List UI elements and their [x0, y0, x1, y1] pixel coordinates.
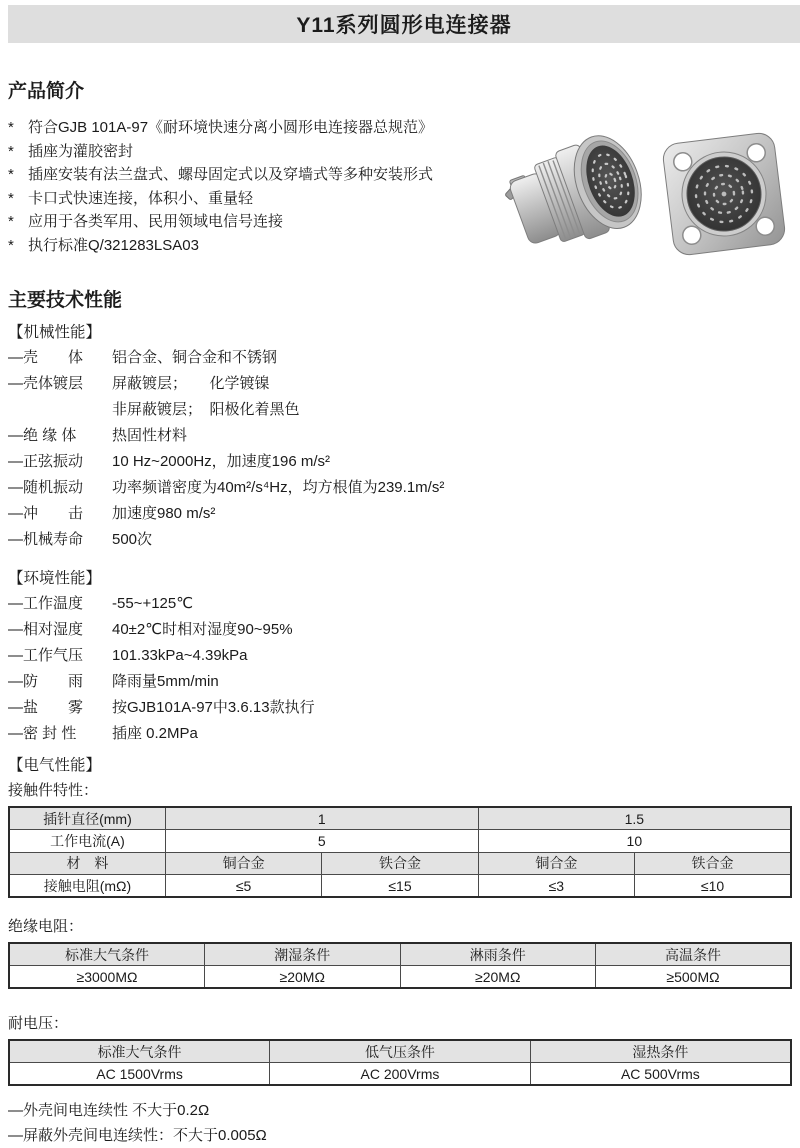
- spec-row: [0, 501, 800, 527]
- spec-label: [8, 397, 112, 423]
- spec-label: —工作温度: [8, 595, 84, 612]
- cell: ≥20MΩ: [205, 966, 401, 989]
- spec-value: 非屏蔽镀层； 阳极化着黑色: [112, 401, 300, 418]
- spec-value: 铝合金、铜合金和不锈钢: [112, 349, 278, 366]
- spec-value: 500次: [112, 531, 153, 548]
- spec-label: —冲 击: [8, 505, 84, 522]
- document-page: [0, 5, 800, 1144]
- spec-value: 101.33kPa~4.39kPa: [112, 647, 248, 664]
- cell: 铁合金: [635, 852, 791, 875]
- spec-row: [0, 475, 800, 501]
- spec-value: 降雨量5mm/min: [112, 673, 219, 690]
- table-header-row: [9, 943, 791, 966]
- feature-text: 插座安装有法兰盘式、螺母固定式以及穿墙式等多种安装形式: [28, 166, 434, 183]
- cell: ≥3000MΩ: [9, 966, 205, 989]
- cell: 铁合金: [322, 852, 478, 875]
- feature-text: 符合GJB 101A-97《耐环境快速分离小圆形电连接器总规范》: [28, 119, 434, 136]
- spec-row: [0, 695, 800, 721]
- spec-value: 按GJB101A-97中3.6.13款执行: [112, 699, 315, 716]
- cell: 1.5: [478, 807, 791, 830]
- contact-table: [8, 806, 792, 898]
- insulation-table: [8, 942, 792, 989]
- table-row: [9, 875, 791, 898]
- note-line: —屏蔽外壳间电连续性：不大于0.005Ω: [8, 1127, 267, 1144]
- spec-label: —机械寿命: [8, 531, 84, 548]
- spec-value: 功率频谱密度为40m²/s⁴Hz，均方根值为239.1m/s²: [112, 479, 445, 496]
- bullet-marker: *: [8, 213, 14, 230]
- spec-row: [0, 527, 800, 553]
- cell: 铜合金: [165, 852, 321, 875]
- spec-row: [0, 617, 800, 643]
- column-header: 低气压条件: [270, 1040, 531, 1063]
- mechanical-specs: [0, 345, 800, 553]
- feature-item: [8, 187, 496, 211]
- spec-row: [0, 721, 800, 747]
- column-header: 淋雨条件: [400, 943, 596, 966]
- spec-label: —工作气压: [8, 647, 84, 664]
- spec-value: 插座 0.2MPa: [112, 725, 198, 742]
- spec-row: [0, 449, 800, 475]
- column-header: 标准大气条件: [9, 1040, 270, 1063]
- spec-value: 加速度980 m/s²: [112, 505, 216, 522]
- cell: ≤5: [165, 875, 321, 898]
- column-header: 潮湿条件: [205, 943, 401, 966]
- column-header: 湿热条件: [530, 1040, 791, 1063]
- feature-list: [0, 116, 496, 272]
- cell: 1: [165, 807, 478, 830]
- bullet-marker: *: [8, 119, 14, 136]
- mechanical-subheading: 【机械性能】: [8, 324, 102, 341]
- environmental-subheading: 【环境性能】: [8, 570, 102, 587]
- product-photos: [496, 116, 796, 272]
- feature-item: [8, 116, 496, 140]
- feature-text: 执行标准Q/321283LSA03: [28, 236, 199, 254]
- contact-table-label: 接触件特性：: [8, 782, 99, 799]
- feature-text: 应用于各类军用、民用领域电信号连接: [28, 213, 284, 230]
- cell: AC 1500Vrms: [9, 1063, 270, 1086]
- cell: AC 200Vrms: [270, 1063, 531, 1086]
- environmental-specs: [0, 591, 800, 747]
- cell: AC 500Vrms: [530, 1063, 791, 1086]
- spec-label: —绝 缘 体: [8, 427, 77, 444]
- intro-row: [0, 116, 800, 272]
- socket-connector-photo: [654, 124, 794, 264]
- performance-heading: 主要技术性能: [8, 290, 123, 311]
- spec-row: [0, 591, 800, 617]
- cell: 5: [165, 830, 478, 853]
- feature-text: 插座为灌胶密封: [28, 142, 134, 160]
- spec-label: —密 封 性: [8, 725, 77, 742]
- spec-row: [0, 397, 800, 423]
- cell: ≥500MΩ: [596, 966, 792, 989]
- column-header: 标准大气条件: [9, 943, 205, 966]
- spec-value: 10 Hz~2000Hz，加速度196 m/s²: [112, 453, 330, 470]
- spec-label: —壳 体: [8, 349, 84, 366]
- bullet-marker: *: [8, 142, 14, 160]
- spec-value: -55~+125℃: [112, 595, 194, 612]
- bullet-marker: *: [8, 189, 14, 207]
- table-row: [9, 966, 791, 989]
- withstand-voltage-table: [8, 1039, 792, 1086]
- spec-label: —随机振动: [8, 479, 84, 496]
- spec-label: —相对湿度: [8, 621, 84, 638]
- spec-label: —盐 雾: [8, 699, 84, 716]
- row-header: 接触电阻(mΩ): [9, 875, 165, 898]
- withstand-table-label: 耐电压：: [8, 1015, 69, 1032]
- table-header-row: [9, 1040, 791, 1063]
- table-row: [9, 830, 791, 853]
- spec-row: [0, 669, 800, 695]
- spec-value: 40±2℃时相对湿度90~95%: [112, 621, 293, 638]
- page-title: Y11系列圆形电连接器: [296, 14, 512, 37]
- spec-value: 热固性材料: [112, 427, 188, 444]
- electrical-subheading: 【电气性能】: [8, 757, 102, 774]
- row-header: 材 料: [9, 852, 165, 875]
- cell: 10: [478, 830, 791, 853]
- continuity-notes: [0, 1098, 800, 1148]
- table-row: [9, 852, 791, 875]
- spec-label: —壳体镀层: [8, 375, 84, 392]
- row-header: 插针直径(mm): [9, 807, 165, 830]
- feature-item: [8, 210, 496, 234]
- table-row: [9, 1063, 791, 1086]
- cell: ≤15: [322, 875, 478, 898]
- feature-item: [8, 234, 496, 258]
- cell: 铜合金: [478, 852, 634, 875]
- spec-label: —防 雨: [8, 673, 84, 690]
- spec-row: [0, 423, 800, 449]
- cell: ≥20MΩ: [400, 966, 596, 989]
- plug-connector-photo: [496, 114, 661, 274]
- spec-row: [0, 345, 800, 371]
- table-row: [9, 807, 791, 830]
- column-header: 高温条件: [596, 943, 792, 966]
- title-bar: [8, 5, 800, 43]
- spec-label: —正弦振动: [8, 453, 84, 470]
- feature-item: [8, 140, 496, 164]
- cell: ≤3: [478, 875, 634, 898]
- row-header: 工作电流(A): [9, 830, 165, 853]
- insulation-table-label: 绝缘电阻：: [8, 918, 84, 935]
- note-line: —外壳间电连续性 不大于0.2Ω: [8, 1102, 210, 1119]
- bullet-marker: *: [8, 166, 14, 183]
- spec-value: 屏蔽镀层； 化学镀镍: [112, 375, 270, 392]
- bullet-marker: *: [8, 236, 14, 254]
- product-intro-heading: 产品简介: [8, 81, 85, 102]
- spec-row: [0, 643, 800, 669]
- cell: ≤10: [635, 875, 791, 898]
- feature-item: [8, 163, 496, 187]
- feature-text: 卡口式快速连接，体积小、重量轻: [28, 189, 254, 207]
- spec-row: [0, 371, 800, 397]
